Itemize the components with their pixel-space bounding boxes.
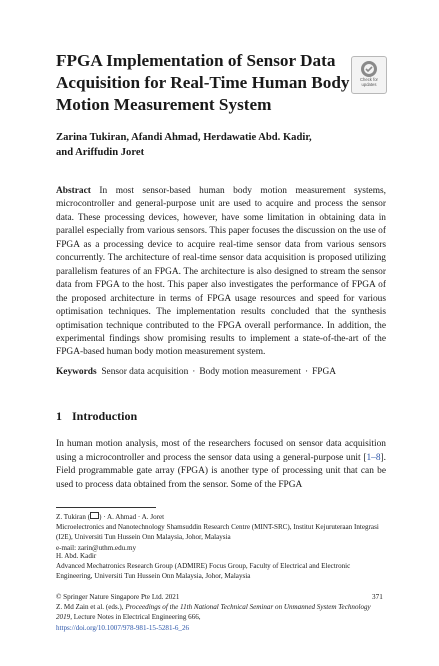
footnote-divider — [56, 507, 156, 508]
copyright-line: © Springer Nature Singapore Pte Ltd. 2021 — [56, 593, 180, 601]
footnote-affiliation-1 — [56, 512, 386, 553]
keywords-label: Keywords — [56, 367, 97, 377]
keyword-item: Sensor data acquisition — [101, 367, 189, 377]
fn2-affiliation: Advanced Mechatronics Research Group (ADMIRE) Focus Group, Faculty of Electrical and Electronic Engineering, Universiti Tun Hussein Onn Malaysia, Johor, Malaysia — [56, 562, 351, 581]
author-list — [56, 130, 386, 160]
citation-suffix: , Lecture Notes in Electrical Engineering 666, — [70, 613, 201, 622]
keyword-separator: · — [192, 367, 196, 377]
fn1-authors-suffix: ) · A. Ahmad · A. Joret — [99, 513, 165, 521]
check-for-updates-badge[interactable] — [351, 56, 387, 94]
citation-prefix: Z. Md Zain et al. (eds.), — [56, 603, 126, 612]
abstract-text: In most sensor-based human body motion measurement systems, microcontroller and general-purpose unit are used to acquire and process the sensor data. These processing devices, however, have some limitation in obtaining data in parallel especially from various sensors. This paper focuses the discussion on the use of FPGA as a processing device to acquire real-time sensor data from various sensors concurrently. The architecture of real-time sensor data acquisition is proposed utilizing parallelism features of an FPGA. The architecture is also designed to stream the sensor data from FPGA to the host. This paper also investigates the performance of FPGA of the proposed architecture in terms of FPGA usage resources and speed for various optimisation techniques. The implementation results concluded that the synthesis optimisation technique contributed to the FPGA overall performance. In addition, the experimental findings show promising results to implement a state-of-the-art of the FPGA-based human body motion measurement system. — [56, 186, 386, 358]
authors-line-2: and Ariffudin Joret — [56, 147, 145, 158]
introduction-paragraph — [56, 438, 386, 492]
section-title: Introduction — [72, 409, 138, 423]
publication-info — [56, 592, 386, 633]
page-number: 371 — [372, 593, 383, 601]
keyword-item: FPGA — [312, 367, 337, 377]
envelope-icon[interactable] — [90, 512, 99, 519]
fn2-author: H. Abd. Kadir — [56, 552, 97, 560]
check-updates-icon — [360, 60, 378, 78]
section-heading-introduction — [56, 408, 386, 424]
keyword-separator: · — [304, 367, 309, 377]
check-updates-line1: Check for — [360, 77, 378, 82]
authors-line-1: Zarina Tukiran, Afandi Ahmad, Herdawatie Abd. Kadir, — [56, 132, 312, 143]
citation-link[interactable]: 1–8 — [366, 452, 381, 463]
section-number: 1 — [56, 409, 62, 423]
fn1-authors-prefix: Z. Tukiran ( — [56, 513, 91, 521]
footnote-affiliation-2 — [56, 551, 386, 582]
abstract-label: Abstract — [56, 186, 91, 196]
proceedings-title: Proceedings of the 11th National Technical Seminar on Unmanned System Technology 2019 — [56, 603, 371, 622]
intro-text-part2: ]. Field programmable gate array (FPGA) is another type of processing unit that can be used to process data obtained from the sensor. Some of the FPGA — [56, 452, 386, 490]
fn1-affiliation: Microelectronics and Nanotechnology Shamsuddin Research Centre (MINT-SRC), Institut Kejuruteraan Integrasi (I2E), Universiti Tun Hussein Onn Malaysia, Johor, Malaysia — [56, 523, 379, 542]
paper-title: FPGA Implementation of Sensor Data Acquisition for Real-Time Human Body Motion Measurement System — [56, 51, 350, 114]
fn1-email[interactable]: e-mail: zarin@uthm.edu.my — [56, 543, 137, 552]
doi-link[interactable]: https://doi.org/10.1007/978-981-15-5281-6_26 — [56, 623, 190, 632]
keywords — [56, 366, 386, 379]
intro-text-part1: In human motion analysis, most of the researchers focused on sensor data acquisition using a microcontroller and process the sensor data using a general-purpose unit [ — [56, 439, 386, 463]
check-updates-line2: updates — [361, 81, 377, 87]
abstract — [56, 185, 386, 360]
keyword-item: Body motion measurement — [199, 367, 301, 377]
